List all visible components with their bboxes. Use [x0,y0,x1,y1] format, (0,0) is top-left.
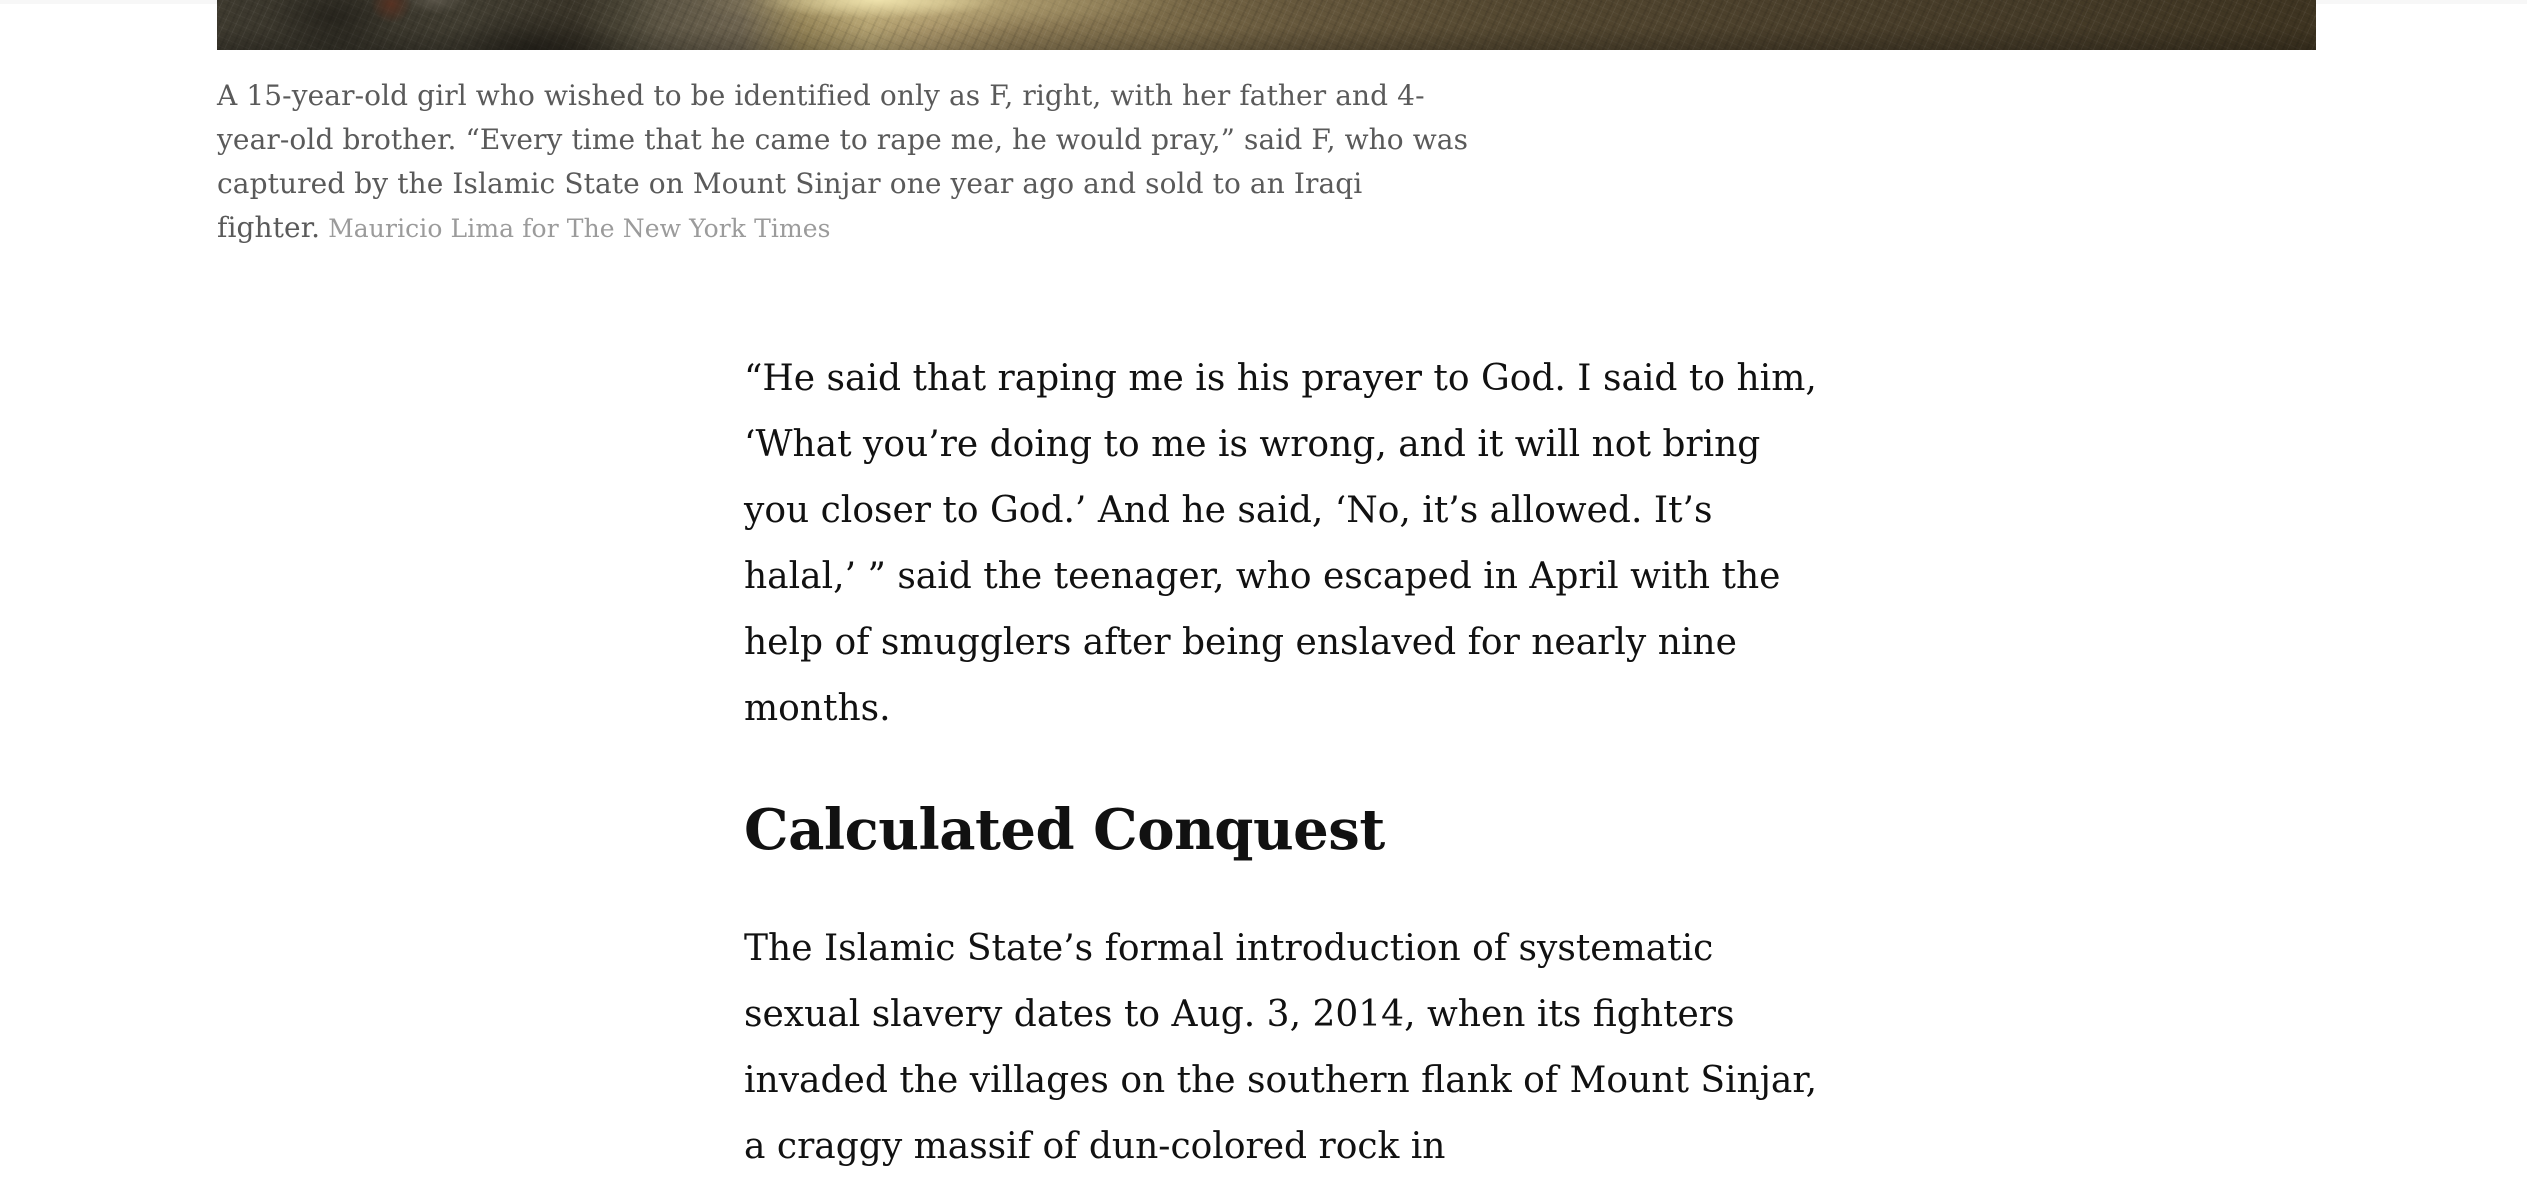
article-paragraph-quote: “He said that raping me is his prayer to God. I said to him, ‘What you’re doing to me is wrong, and it will not bring you closer to God.’ And he said, ‘No, it’s allowed. It’s halal,’ ” said the teenager, who escaped in April with the help of smugglers after being enslaved for nearly nine months. [744,358,1817,729]
photo-caption [217,74,1475,251]
photo-caption-text: A 15-year-old girl who wished to be identified only as F, right, with her father and 4-year-old brother. “Every time that he came to rape me, he would pray,” said F, who was captured by the Islamic State on Mount Sinjar one year ago and sold to an Iraqi fighter. [217,79,1469,244]
photo-credit: Mauricio Lima for The New York Times [328,214,831,243]
article-photo[interactable] [217,0,2316,50]
article-paragraph-conquest: The Islamic State’s formal introduction of systematic sexual slavery dates to Aug. 3, 2014, when its fighters invaded the villages on the southern flank of Mount Sinjar, a craggy massif of dun-colored rock in [744,928,1818,1167]
section-heading: Calculated Conquest [744,797,1385,863]
photo-image-bottom-sliver [217,0,2316,50]
